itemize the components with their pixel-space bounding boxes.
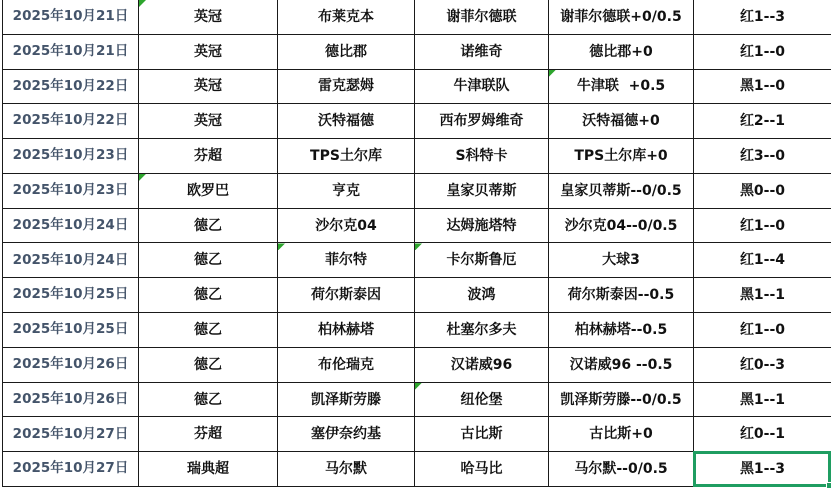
cell-date-row-10[interactable] — [3, 313, 139, 348]
cell-home-row-5[interactable] — [278, 139, 415, 174]
cell-home-row-1[interactable] — [278, 0, 415, 35]
cell-away-row-3[interactable] — [415, 70, 549, 105]
cell-league-row-10[interactable] — [139, 313, 278, 348]
cell-home-row-13[interactable] — [278, 417, 415, 452]
cell-handicap-row-2[interactable] — [549, 35, 694, 70]
cell-date-row-8[interactable] — [3, 243, 139, 278]
cell-date-row-13[interactable] — [3, 417, 139, 452]
cell-away-row-9[interactable] — [415, 278, 549, 313]
handicap-text: 荷尔斯泰因--0.5 — [567, 287, 675, 304]
handicap-text: 马尔默--0/0.5 — [574, 461, 668, 478]
cell-league-row-4[interactable] — [139, 104, 278, 139]
league-text: 德乙 — [194, 217, 222, 234]
league-text: 德乙 — [194, 321, 222, 338]
result-text: 黑1--1 — [739, 287, 786, 304]
away-text: 汉诺威96 — [450, 356, 513, 373]
cell-league-row-12[interactable] — [139, 383, 278, 418]
cell-handicap-row-4[interactable] — [549, 104, 694, 139]
cell-handicap-row-7[interactable] — [549, 209, 694, 244]
handicap-text: 谢菲尔德联+0/0.5 — [560, 8, 682, 25]
league-text: 欧罗巴 — [187, 182, 229, 199]
cell-result-row-14[interactable] — [694, 452, 831, 487]
cell-date-row-2[interactable] — [3, 35, 139, 70]
date-text: 2025年10月26日 — [12, 355, 129, 372]
cell-date-row-14[interactable] — [3, 452, 139, 487]
home-text: 沃特福德 — [318, 113, 374, 130]
home-text: 荷尔斯泰因 — [311, 287, 381, 304]
cell-result-row-11[interactable] — [694, 348, 831, 383]
cell-handicap-row-5[interactable] — [549, 139, 694, 174]
home-text: 马尔默 — [325, 461, 367, 478]
handicap-text: 德比郡+0 — [589, 43, 653, 60]
cell-league-row-13[interactable] — [139, 417, 278, 452]
home-text: 布伦瑞克 — [318, 356, 374, 373]
away-text: 诺维奇 — [460, 43, 503, 60]
cell-date-row-5[interactable] — [3, 139, 139, 174]
cell-league-row-11[interactable] — [139, 348, 278, 383]
handicap-text: 汉诺威96 --0.5 — [569, 356, 673, 373]
date-text: 2025年10月22日 — [12, 77, 129, 94]
cell-home-row-11[interactable] — [278, 348, 415, 383]
cell-date-row-12[interactable] — [3, 383, 139, 418]
cell-result-row-7[interactable] — [694, 209, 831, 244]
cell-home-row-12[interactable] — [278, 383, 415, 418]
cell-handicap-row-6[interactable] — [549, 174, 694, 209]
cell-home-row-6[interactable] — [278, 174, 415, 209]
cell-result-row-5[interactable] — [694, 139, 831, 174]
date-text: 2025年10月21日 — [12, 8, 129, 25]
league-text: 芬超 — [194, 426, 222, 443]
result-text: 黑1--0 — [739, 78, 786, 95]
cell-result-row-10[interactable] — [694, 313, 831, 348]
cell-handicap-row-10[interactable] — [549, 313, 694, 348]
result-text: 黑1--1 — [739, 391, 786, 408]
home-text: 亨克 — [332, 182, 360, 199]
cell-away-row-6[interactable] — [415, 174, 549, 209]
cell-away-row-12[interactable] — [415, 383, 549, 418]
cell-home-row-9[interactable] — [278, 278, 415, 313]
result-text: 红1--0 — [739, 43, 786, 60]
handicap-text: 沙尔克04--0/0.5 — [564, 217, 678, 234]
league-text: 德乙 — [194, 356, 222, 373]
away-text: 卡尔斯鲁厄 — [446, 252, 517, 269]
cell-league-row-5[interactable] — [139, 139, 278, 174]
away-text: 达姆施塔特 — [446, 217, 517, 234]
cell-handicap-row-11[interactable] — [549, 348, 694, 383]
away-text: S科特卡 — [455, 148, 508, 165]
away-text: 古比斯 — [460, 426, 503, 443]
result-text: 黑1--3 — [739, 461, 786, 478]
date-text: 2025年10月23日 — [12, 147, 129, 164]
cell-result-row-12[interactable] — [694, 383, 831, 418]
green-triangle-icon — [278, 243, 285, 250]
away-text: 皇家贝蒂斯 — [446, 182, 517, 199]
cell-handicap-row-14[interactable] — [549, 452, 694, 487]
cell-away-row-2[interactable] — [415, 35, 549, 70]
cell-result-row-8[interactable] — [694, 243, 831, 278]
cell-handicap-row-8[interactable] — [549, 243, 694, 278]
cell-league-row-14[interactable] — [139, 452, 278, 487]
cell-handicap-row-13[interactable] — [549, 417, 694, 452]
date-text: 2025年10月27日 — [12, 425, 129, 442]
cell-away-row-1[interactable] — [415, 0, 549, 35]
date-text: 2025年10月26日 — [12, 390, 129, 407]
cell-league-row-2[interactable] — [139, 35, 278, 70]
cell-date-row-6[interactable] — [3, 174, 139, 209]
result-text: 红1--0 — [739, 217, 786, 234]
home-text: 菲尔特 — [325, 252, 367, 269]
handicap-text: 柏林赫塔--0.5 — [574, 321, 668, 338]
fill-handle[interactable] — [826, 482, 831, 489]
result-text: 红3--0 — [739, 148, 786, 165]
away-text: 波鸿 — [467, 287, 496, 304]
date-text: 2025年10月22日 — [12, 112, 129, 129]
home-text: 沙尔克04 — [315, 217, 377, 234]
cell-away-row-7[interactable] — [415, 209, 549, 244]
cell-league-row-1[interactable] — [139, 0, 278, 35]
green-triangle-icon — [415, 383, 422, 390]
green-triangle-icon — [549, 70, 556, 77]
cell-date-row-9[interactable] — [3, 278, 139, 313]
date-text: 2025年10月27日 — [12, 460, 129, 477]
handicap-text: 大球3 — [602, 252, 640, 269]
away-text: 哈马比 — [460, 461, 503, 478]
home-text: 雷克瑟姆 — [318, 78, 374, 95]
home-text: 凯泽斯劳滕 — [311, 391, 381, 408]
handicap-text: 牛津联 +0.5 — [576, 78, 666, 95]
spreadsheet-table — [2, 0, 831, 487]
result-text: 红0--3 — [739, 356, 786, 373]
cell-result-row-4[interactable] — [694, 104, 831, 139]
cell-home-row-8[interactable] — [278, 243, 415, 278]
result-text: 红1--4 — [739, 252, 786, 269]
date-text: 2025年10月25日 — [12, 321, 129, 338]
cell-date-row-4[interactable] — [3, 104, 139, 139]
away-text: 纽伦堡 — [460, 391, 503, 408]
handicap-text: 沃特福德+0 — [582, 113, 660, 130]
cell-league-row-8[interactable] — [139, 243, 278, 278]
cell-date-row-3[interactable] — [3, 70, 139, 105]
cell-away-row-13[interactable] — [415, 417, 549, 452]
cell-home-row-2[interactable] — [278, 35, 415, 70]
cell-date-row-7[interactable] — [3, 209, 139, 244]
handicap-text: 皇家贝蒂斯--0/0.5 — [560, 182, 682, 199]
cell-home-row-10[interactable] — [278, 313, 415, 348]
league-text: 德乙 — [194, 287, 222, 304]
cell-handicap-row-9[interactable] — [549, 278, 694, 313]
home-text: 布莱克本 — [318, 8, 374, 25]
date-text: 2025年10月21日 — [12, 42, 129, 59]
home-text: 塞伊奈约基 — [311, 426, 381, 443]
home-text: TPS土尔库 — [310, 148, 382, 165]
green-triangle-icon — [139, 174, 146, 181]
result-text: 黑0--0 — [739, 182, 786, 199]
cell-away-row-4[interactable] — [415, 104, 549, 139]
date-text: 2025年10月24日 — [12, 251, 129, 268]
cell-league-row-7[interactable] — [139, 209, 278, 244]
away-text: 谢菲尔德联 — [446, 8, 517, 25]
home-text: 柏林赫塔 — [318, 321, 374, 338]
cell-result-row-6[interactable] — [694, 174, 831, 209]
result-text: 红2--1 — [739, 113, 786, 130]
date-text: 2025年10月24日 — [12, 216, 129, 233]
cell-league-row-3[interactable] — [139, 70, 278, 105]
cell-home-row-14[interactable] — [278, 452, 415, 487]
cell-date-row-11[interactable] — [3, 348, 139, 383]
green-triangle-icon — [415, 243, 422, 250]
result-text: 红1--0 — [739, 321, 786, 338]
result-text: 红0--1 — [739, 426, 786, 443]
cell-result-row-3[interactable] — [694, 70, 831, 105]
date-text: 2025年10月23日 — [12, 182, 129, 199]
league-text: 德乙 — [194, 252, 222, 269]
cell-home-row-3[interactable] — [278, 70, 415, 105]
cell-away-row-8[interactable] — [415, 243, 549, 278]
cell-league-row-9[interactable] — [139, 278, 278, 313]
cell-result-row-13[interactable] — [694, 417, 831, 452]
away-text: 西布罗姆维奇 — [439, 113, 524, 130]
league-text: 德乙 — [194, 391, 222, 408]
cell-handicap-row-12[interactable] — [549, 383, 694, 418]
result-text: 红1--3 — [739, 8, 786, 25]
cell-home-row-7[interactable] — [278, 209, 415, 244]
league-text: 英冠 — [194, 113, 222, 130]
handicap-text: 古比斯+0 — [589, 426, 653, 443]
cell-result-row-9[interactable] — [694, 278, 831, 313]
cell-date-row-1[interactable] — [3, 0, 139, 35]
cell-away-row-11[interactable] — [415, 348, 549, 383]
cell-away-row-10[interactable] — [415, 313, 549, 348]
league-text: 英冠 — [194, 8, 222, 25]
league-text: 芬超 — [194, 148, 222, 165]
cell-handicap-row-3[interactable] — [549, 70, 694, 105]
cell-league-row-6[interactable] — [139, 174, 278, 209]
cell-handicap-row-1[interactable] — [549, 0, 694, 35]
away-text: 杜塞尔多夫 — [446, 321, 517, 338]
league-text: 英冠 — [194, 43, 222, 60]
home-text: 德比郡 — [325, 43, 367, 60]
league-text: 瑞典超 — [187, 461, 229, 478]
cell-away-row-5[interactable] — [415, 139, 549, 174]
league-text: 英冠 — [194, 78, 222, 95]
cell-result-row-1[interactable] — [694, 0, 831, 35]
cell-away-row-14[interactable] — [415, 452, 549, 487]
away-text: 牛津联队 — [453, 78, 510, 95]
handicap-text: 凯泽斯劳滕--0/0.5 — [560, 391, 682, 408]
cell-home-row-4[interactable] — [278, 104, 415, 139]
date-text: 2025年10月25日 — [12, 286, 129, 303]
handicap-text: TPS土尔库+0 — [574, 148, 668, 165]
cell-result-row-2[interactable] — [694, 35, 831, 70]
green-triangle-icon — [139, 0, 146, 7]
